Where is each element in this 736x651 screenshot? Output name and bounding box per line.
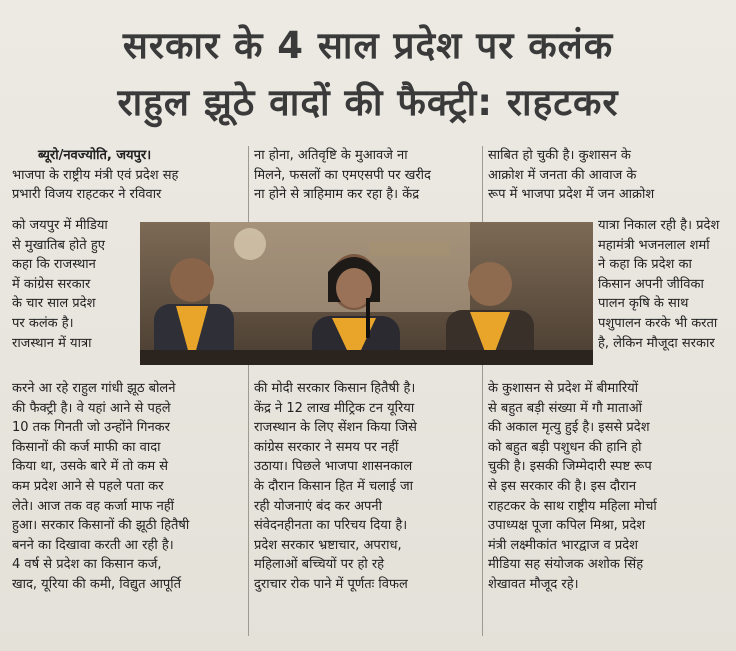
article-text-line: दुराचार रोक पाने में पूर्णतः विफल bbox=[254, 576, 408, 592]
article-text-line: ना होना, अतिवृष्टि के मुआवजे ना bbox=[254, 148, 408, 163]
article-text-line: बनने का दिखावा करती आ रही है। bbox=[12, 537, 174, 553]
article-text-line: पर कलंक है। bbox=[12, 315, 74, 331]
article-text-line: के कुशासन से प्रदेश में बीमारियों bbox=[488, 381, 639, 396]
article-text-line: भाजपा के राष्ट्रीय मंत्री एवं प्रदेश सह bbox=[12, 167, 179, 183]
article-text-line: 4 वर्ष से प्रदेश का किसान कर्ज, bbox=[12, 557, 162, 573]
press-conference-photo bbox=[140, 222, 593, 365]
article-text-line: केंद्र ने 12 लाख मीट्रिक टन यूरिया bbox=[254, 400, 415, 416]
article-text-line: से बहुत बड़ी संख्या में गौ माताओं bbox=[488, 400, 643, 416]
article-text-line: प्रभारी विजय राहटकर ने रविवार bbox=[12, 187, 162, 203]
article-text-line: राहटकर के साथ राष्ट्रीय महिला मोर्चा bbox=[488, 498, 657, 514]
article-text-line: चुकी है। इसकी जिम्मेदारी स्पष्ट रूप bbox=[488, 459, 652, 475]
photo-illustration bbox=[140, 222, 593, 365]
article-text-line: मिलने, फसलों का एमएसपी पर खरीद bbox=[254, 167, 431, 183]
article-text-line: से इस सरकार की है। इस दौरान bbox=[488, 478, 637, 494]
article-text-line: ने कहा कि प्रदेश का bbox=[598, 257, 692, 273]
article-text-line: आक्रोश में जनता की आवाज के bbox=[488, 167, 637, 183]
article-text-line: पालन कृषि के साथ bbox=[598, 296, 689, 312]
article-text-line: कांग्रेस सरकार ने समय पर नहीं bbox=[254, 439, 399, 455]
article-text-line: की मोदी सरकार किसान हितैषी है। bbox=[254, 381, 416, 396]
article-text-line: साबित हो चुकी है। कुशासन के bbox=[488, 148, 631, 163]
article-text-line: के दौरान किसान हित में चलाई जा bbox=[254, 478, 413, 494]
article-column-3-top bbox=[488, 146, 726, 205]
article-text-line: राजस्थान के लिए सेंशन किया जिसे bbox=[254, 420, 417, 436]
article-text-line: संवेदनहीनता का परिचय दिया है। bbox=[254, 518, 408, 534]
article-column-3-bottom bbox=[488, 379, 726, 595]
article-text-line: महिलाओं बच्चियों पर हो रहे bbox=[254, 557, 385, 573]
article-text-line: किसान अपनी जीविका bbox=[598, 276, 704, 292]
article-text-line: की अकाल मृत्यु हुई है। इससे प्रदेश bbox=[488, 420, 650, 436]
article-text-line: कहा कि राजस्थान bbox=[12, 257, 96, 273]
article-text-line: है, लेकिन मौजूदा सरकार bbox=[598, 335, 715, 351]
article-text-line: राजस्थान में यात्रा bbox=[12, 335, 92, 351]
article-column-1-wrap bbox=[12, 216, 136, 353]
article-text-line: प्रदेश सरकार भ्रष्टाचार, अपराध, bbox=[254, 537, 402, 553]
article-text-line: के चार साल प्रदेश bbox=[12, 296, 96, 312]
byline: ब्यूरो/नवज्योति, जयपुर। bbox=[38, 148, 152, 163]
article-column-1-bottom bbox=[12, 379, 244, 595]
article-text-line: से मुखातिब होते हुए bbox=[12, 237, 105, 253]
article-text-line: मंत्री लक्ष्मीकांत भारद्वाज व प्रदेश bbox=[488, 537, 639, 553]
column-rule bbox=[482, 146, 483, 636]
article-text-line: को जयपुर में मीडिया bbox=[12, 218, 108, 233]
article-column-3-wrap bbox=[598, 216, 726, 353]
article-text-line: शेखावत मौजूद रहे। bbox=[488, 576, 579, 592]
article-text-line: ना होने से त्राहिमाम कर रहा है। केंद्र bbox=[254, 187, 420, 203]
article-text-line: उठाया। पिछले भाजपा शासनकाल bbox=[254, 459, 413, 475]
article-text-line: लेते। आज तक वह कर्जा माफ नहीं bbox=[12, 498, 175, 514]
article-text-line: किसानों की कर्ज माफी का वादा bbox=[12, 439, 161, 455]
article-text-line: 10 तक गिनती जो उन्होंने गिनकर bbox=[12, 420, 170, 436]
article-text-line: में कांग्रेस सरकार bbox=[12, 276, 91, 292]
headline-line-2: राहुल झूठे वादों की फैक्ट्री: राहटकर bbox=[117, 81, 619, 124]
article-text-line: रूप में भाजपा प्रदेश में जन आक्रोश bbox=[488, 187, 655, 203]
article-column-1-top bbox=[12, 146, 244, 205]
article-text-line: को बहुत बड़ी पशुधन की हानि हो bbox=[488, 439, 642, 455]
article-text-line: मीडिया सह संयोजक अशोक सिंह bbox=[488, 557, 644, 573]
article-text-line: उपाध्यक्ष पूजा कपिल मिश्रा, प्रदेश bbox=[488, 518, 646, 534]
article-text-line: खाद, यूरिया की कमी, विद्युत आपूर्ति bbox=[12, 576, 182, 592]
article-text-line: कम प्रदेश आने से पहले पता कर bbox=[12, 478, 164, 494]
article-text-line: महामंत्री भजनलाल शर्मा bbox=[598, 237, 710, 253]
article-text-line: पशुपालन करके भी करता bbox=[598, 315, 718, 331]
article-column-2-top bbox=[254, 146, 476, 205]
article-column-2-bottom bbox=[254, 379, 476, 595]
article-text-line: रही योजनाएं बंद कर अपनी bbox=[254, 498, 382, 514]
headline-line-1: सरकार के 4 साल प्रदेश पर कलंक bbox=[122, 24, 614, 67]
column-rule bbox=[248, 146, 249, 636]
article-text-line: यात्रा निकाल रही है। प्रदेश bbox=[598, 218, 720, 233]
article-text-line: किया था, उसके बारे में तो कम से bbox=[12, 459, 169, 475]
article-text-line: करने आ रहे राहुल गांधी झूठ बोलने bbox=[12, 381, 176, 396]
article-text-line: हुआ। सरकार किसानों की झूठी हितैषी bbox=[12, 518, 190, 534]
article-text-line: की फैक्ट्री है। वे यहां आने से पहले bbox=[12, 400, 171, 416]
